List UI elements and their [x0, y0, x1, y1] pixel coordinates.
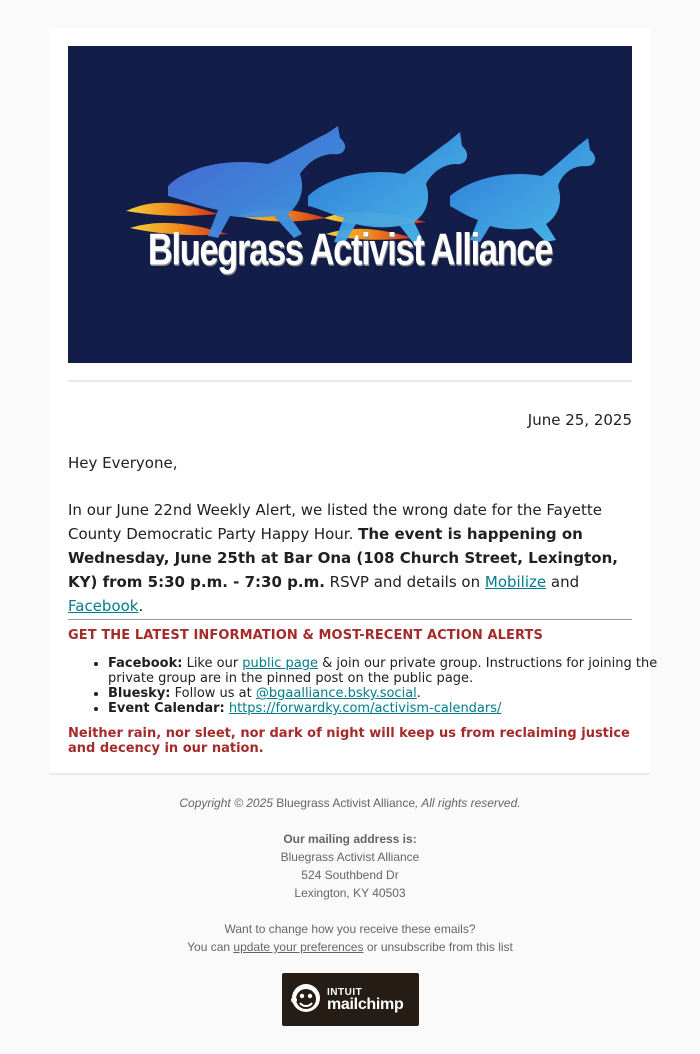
facebook-event-link[interactable]: Facebook	[68, 597, 139, 615]
mailchimp-freddie-icon	[290, 982, 322, 1016]
update-preferences-link[interactable]: update your preferences	[233, 940, 364, 954]
bluesky-handle-link[interactable]: @bgaalliance.bsky.social	[255, 686, 417, 701]
you-can: You can	[187, 940, 234, 954]
header-banner	[68, 46, 632, 363]
email-card	[50, 28, 658, 773]
preferences-line	[0, 938, 700, 956]
address-line: Lexington, KY 40503	[294, 886, 406, 900]
mailchimp-badge[interactable]	[282, 973, 419, 1026]
address-line: 524 Southbend Dr	[301, 868, 399, 882]
announcement-intro: In our June 22nd Weekly Alert, we listed the wrong date for the Fayette County Democratic Party Happy Hour.	[68, 501, 602, 543]
announcement-highlight: The event is happening on Wednesday, June 25th at Bar Ona (108 Church Street, Lexington, KY) from 5:30 p.m. - 7:30 p.m.	[68, 525, 618, 591]
divider	[68, 380, 632, 382]
bluesky-text: Follow us at	[170, 686, 256, 701]
copyright-org: Bluegrass Activist Alliance	[276, 796, 416, 810]
announcement-end: .	[138, 597, 144, 615]
announcement-and: and	[546, 573, 580, 591]
motto: Neither rain, nor sleet, nor dark of night will keep us from reclaiming justice and decency in our nation.	[68, 726, 630, 756]
footer	[0, 794, 700, 956]
calendar-label: Event Calendar:	[108, 701, 225, 716]
footer-divider	[50, 773, 650, 775]
calendar-link[interactable]: https://forwardky.com/activism-calendars/	[228, 701, 502, 716]
announcement-rsvp: RSVP and details on	[324, 573, 485, 591]
greeting: Hey Everyone,	[68, 454, 178, 472]
email-date: June 25, 2025	[527, 411, 632, 429]
unsubscribe-text: or unsubscribe from this list	[363, 940, 513, 954]
list-item-bluesky	[108, 686, 668, 701]
mailing-address-heading: Our mailing address is:	[283, 832, 417, 846]
address-line: Bluegrass Activist Alliance	[280, 850, 420, 864]
announcement-paragraph	[68, 498, 634, 618]
change-preferences-text: Want to change how you receive these emails?	[224, 922, 476, 936]
mobilize-link[interactable]: Mobilize	[484, 573, 547, 591]
badge-intuit: INTUIT	[327, 987, 363, 998]
copyright	[0, 794, 700, 812]
copyright-suffix: , All rights reserved.	[415, 796, 521, 810]
bluesky-end: .	[416, 686, 421, 701]
copyright-prefix: Copyright © 2025	[179, 796, 277, 810]
badge-mailchimp: mailchimp	[327, 996, 404, 1013]
divider	[68, 619, 632, 620]
alerts-heading: GET THE LATEST INFORMATION & MOST-RECENT ACTION ALERTS	[68, 628, 543, 643]
alerts-list	[68, 656, 668, 716]
facebook-public-page-link[interactable]: public page	[242, 656, 319, 671]
facebook-text: Like our	[182, 656, 243, 671]
banner-title: Bluegrass Activist Alliance	[147, 224, 553, 275]
horses-flames-icon	[68, 46, 632, 363]
facebook-label: Facebook:	[108, 656, 183, 671]
bluesky-label: Bluesky:	[108, 686, 171, 701]
facebook-instructions: & join our private group. Instructions for joining the private group are in the pinned post on the public page.	[108, 656, 658, 686]
list-item-calendar	[108, 701, 668, 716]
list-item-facebook	[108, 656, 668, 686]
